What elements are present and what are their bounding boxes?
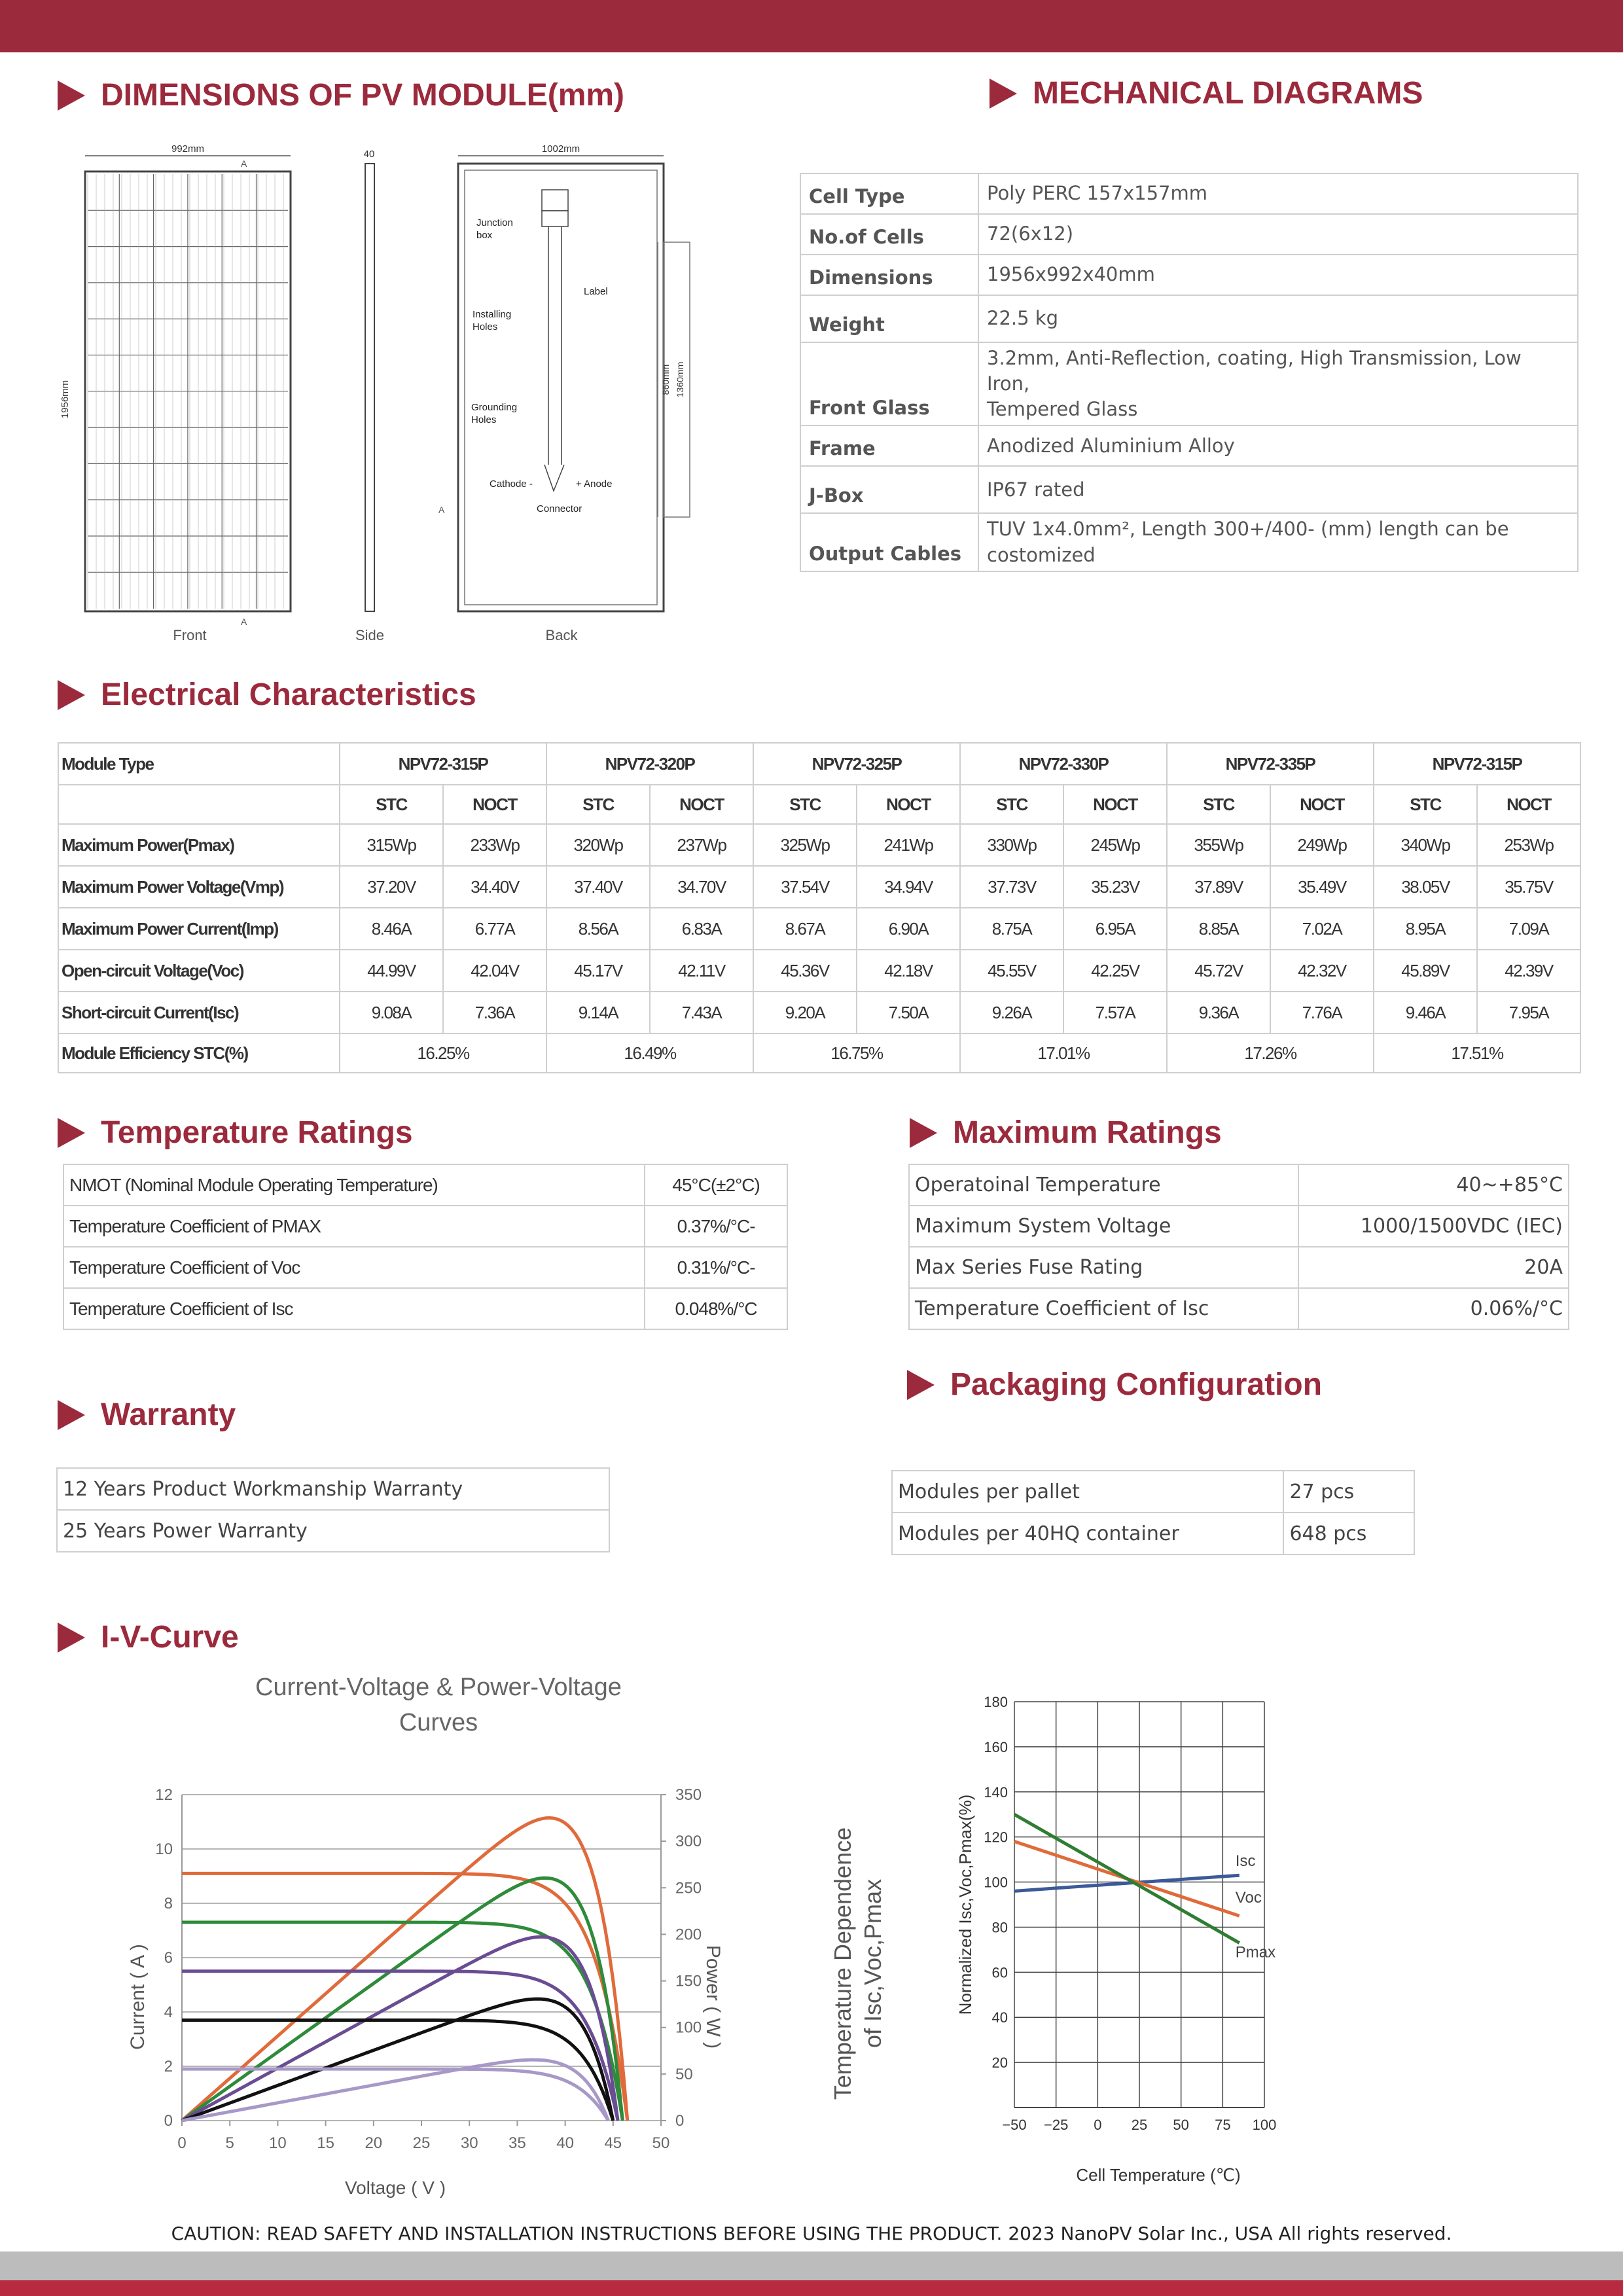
warranty-row (57, 1468, 609, 1510)
x-tick-label: 75 (1215, 2117, 1231, 2133)
electrical-row-label: Maximum Power Current(Imp) (58, 908, 340, 950)
noct-header: NOCT (1063, 785, 1167, 824)
stc-header: STC (1167, 785, 1270, 824)
electrical-value: 42.11V (650, 950, 753, 992)
y-right-axis-label: Power ( W ) (702, 1945, 724, 2049)
rating-key: Modules per pallet (892, 1471, 1283, 1513)
y-tick-label: 8 (164, 1895, 173, 1912)
rating-row (909, 1247, 1569, 1288)
electrical-value: 9.46A (1374, 992, 1477, 1033)
triangle-bullet-icon (58, 81, 85, 111)
electrical-value: 34.94V (857, 866, 960, 908)
y-tick-label: 160 (984, 1738, 1008, 1755)
model-name: NPV72-330P (960, 743, 1167, 785)
mechanical-value (978, 466, 1578, 513)
x-axis-label: Voltage ( V ) (344, 2178, 446, 2198)
rating-key: Modules per 40HQ container (892, 1513, 1283, 1554)
x-tick-label: 100 (1252, 2117, 1277, 2133)
mechanical-row (800, 173, 1578, 214)
front-width-label: 992mm (171, 143, 205, 154)
section-title: Maximum Ratings (953, 1115, 1222, 1150)
electrical-value: 9.20A (753, 992, 857, 1033)
warranty-row (57, 1510, 609, 1552)
section-warranty (58, 1397, 236, 1433)
mechanical-key: Front Glass (800, 342, 978, 425)
electrical-row (58, 824, 1580, 866)
electrical-value: 253Wp (1477, 824, 1580, 866)
y-tick-label: 40 (991, 2009, 1008, 2026)
electrical-value: 45.72V (1167, 950, 1270, 992)
electrical-value: 245Wp (1063, 824, 1167, 866)
junction-box-label: Junction box (476, 217, 513, 241)
rating-row (892, 1513, 1414, 1554)
section-a-label: A (438, 505, 445, 515)
x-tick-label: 30 (460, 2134, 478, 2152)
mechanical-value-line: Anodized Aluminium Alloy (987, 434, 1235, 457)
top-banner (0, 0, 1623, 52)
stc-header: STC (546, 785, 650, 824)
x-tick-label: 5 (225, 2134, 234, 2152)
cathode-label: Cathode - (490, 478, 533, 490)
x-tick-label: 35 (508, 2134, 526, 2152)
rating-key: Temperature Coefficient of PMAX (63, 1206, 645, 1247)
mechanical-value (978, 425, 1578, 466)
mechanical-key: No.of Cells (800, 214, 978, 255)
blank-cell (58, 785, 340, 824)
warranty-item: 12 Years Product Workmanship Warranty (57, 1468, 609, 1510)
section-maximum (910, 1115, 1222, 1151)
mechanical-value-line: Tempered Glass (987, 398, 1138, 421)
triangle-bullet-icon (58, 1623, 85, 1653)
electrical-value: 6.77A (443, 908, 546, 950)
electrical-value: 9.08A (340, 992, 443, 1033)
electrical-value: 249Wp (1270, 824, 1374, 866)
connector-label: Connector (537, 503, 582, 514)
electrical-value: 42.04V (443, 950, 546, 992)
mechanical-value (978, 255, 1578, 295)
efficiency-value: 16.49% (546, 1033, 753, 1073)
y-tick-label: 2 (164, 2058, 173, 2075)
mechanical-row (800, 466, 1578, 513)
model-name: NPV72-315P (340, 743, 546, 785)
electrical-value: 330Wp (960, 824, 1063, 866)
electrical-value: 233Wp (443, 824, 546, 866)
electrical-value: 35.23V (1063, 866, 1167, 908)
temperature-ratings-table (63, 1164, 788, 1330)
efficiency-value: 17.26% (1167, 1033, 1374, 1073)
rating-row (909, 1288, 1569, 1329)
electrical-value: 6.95A (1063, 908, 1167, 950)
section-title: DIMENSIONS OF PV MODULE(mm) (101, 78, 625, 113)
efficiency-row (58, 1033, 1580, 1073)
section-title: Packaging Configuration (950, 1367, 1323, 1402)
x-tick-label: −25 (1044, 2117, 1069, 2133)
triangle-bullet-icon (990, 79, 1017, 109)
mechanical-value-line: 22.5 kg (987, 307, 1058, 330)
x-tick-label: 15 (317, 2134, 334, 2152)
installing-holes-label: Installing Holes (473, 309, 512, 332)
rating-row (892, 1471, 1414, 1513)
mechanical-value (978, 214, 1578, 255)
electrical-value: 355Wp (1167, 824, 1270, 866)
electrical-value: 37.40V (546, 866, 650, 908)
noct-header: NOCT (650, 785, 753, 824)
noct-header: NOCT (1270, 785, 1374, 824)
y-right-tick-label: 150 (675, 1972, 702, 1990)
y-right-tick-label: 300 (675, 1833, 702, 1851)
electrical-value: 42.32V (1270, 950, 1374, 992)
rating-value: 0.31%/°C- (645, 1247, 787, 1288)
x-tick-label: 10 (269, 2134, 287, 2152)
side-label-line1: Temperature Dependence (829, 1827, 856, 2100)
electrical-value: 42.25V (1063, 950, 1167, 992)
electrical-row (58, 866, 1580, 908)
rating-value: 45°C(±2°C) (645, 1164, 787, 1206)
x-tick-label: 25 (412, 2134, 431, 2152)
electrical-subheader-row (58, 785, 1580, 824)
electrical-value: 38.05V (1374, 866, 1477, 908)
electrical-value: 7.43A (650, 992, 753, 1033)
front-height-label: 1956mm (60, 380, 71, 419)
efficiency-value: 17.51% (1374, 1033, 1580, 1073)
electrical-value: 45.55V (960, 950, 1063, 992)
electrical-value: 7.50A (857, 992, 960, 1033)
electrical-value: 7.57A (1063, 992, 1167, 1033)
mechanical-value-line: 72(6x12) (987, 223, 1074, 245)
side-thickness-label: 40 (363, 149, 375, 160)
electrical-row-label: Maximum Power Voltage(Vmp) (58, 866, 340, 908)
electrical-row-label: Short-circuit Current(Isc) (58, 992, 340, 1033)
rating-key: Temperature Coefficient of Isc (909, 1288, 1298, 1329)
y-tick-label: 140 (984, 1784, 1008, 1801)
electrical-row-label: Maximum Power(Pmax) (58, 824, 340, 866)
y-tick-label: 120 (984, 1829, 1008, 1846)
x-tick-label: 50 (652, 2134, 670, 2152)
iv-chart-title-line2: Curves (399, 1709, 478, 1736)
mechanical-row (800, 425, 1578, 466)
rating-value: 1000/1500VDC (IEC) (1298, 1206, 1569, 1247)
rating-value: 0.048%/°C (645, 1288, 787, 1329)
stc-header: STC (1374, 785, 1477, 824)
y-axis-label: Normalized Isc,Voc,Pmax(%) (955, 1794, 975, 2015)
efficiency-label: Module Efficiency STC(%) (58, 1033, 340, 1073)
triangle-bullet-icon (58, 680, 85, 710)
section-title: I-V-Curve (101, 1620, 239, 1655)
caution-footer: CAUTION: READ SAFETY AND INSTALLATION INSTRUCTIONS BEFORE USING THE PRODUCT. 2023 NanoPV Solar Inc., USA All rights reserved. (171, 2223, 1452, 2244)
stc-header: STC (960, 785, 1063, 824)
rating-key: Temperature Coefficient of Voc (63, 1247, 645, 1288)
mechanical-value (978, 342, 1578, 425)
rating-row (63, 1164, 787, 1206)
noct-header: NOCT (443, 785, 546, 824)
grounding-holes-label: Grounding Holes (471, 402, 518, 425)
section-ivcurve (58, 1619, 239, 1655)
electrical-value: 45.89V (1374, 950, 1477, 992)
warranty-table (56, 1467, 610, 1552)
section-dimensions (58, 77, 624, 113)
y-axis-label: Current ( A ) (127, 1944, 149, 2050)
mechanical-value-line: 1956x992x40mm (987, 263, 1155, 286)
x-tick-label: 0 (1094, 2117, 1102, 2133)
y-tick-label: 80 (991, 1919, 1008, 1936)
electrical-value: 8.75A (960, 908, 1063, 950)
series-label: Isc (1235, 1852, 1256, 1871)
rating-value: 40~+85°C (1298, 1164, 1569, 1206)
x-tick-label: 45 (604, 2134, 622, 2152)
rating-value: 20A (1298, 1247, 1569, 1288)
mechanical-row (800, 255, 1578, 295)
y-tick-label: 20 (991, 2054, 1008, 2072)
stc-header: STC (340, 785, 443, 824)
footer-grey-band (0, 2251, 1623, 2280)
noct-header: NOCT (1477, 785, 1580, 824)
electrical-value: 7.09A (1477, 908, 1580, 950)
section-title: Temperature Ratings (101, 1115, 413, 1150)
dim-860-label: 860mm (660, 364, 671, 395)
stc-header: STC (753, 785, 857, 824)
electrical-row-label: Open-circuit Voltage(Voc) (58, 950, 340, 992)
electrical-value: 42.18V (857, 950, 960, 992)
rating-value: 0.06%/°C (1298, 1288, 1569, 1329)
x-axis-label: Cell Temperature (℃) (1076, 2165, 1241, 2185)
electrical-value: 9.36A (1167, 992, 1270, 1033)
y-right-tick-label: 100 (675, 2018, 702, 2037)
y-tick-label: 60 (991, 1964, 1008, 1981)
section-packaging (907, 1367, 1322, 1403)
footer-red-band (0, 2280, 1623, 2296)
section-title: MECHANICAL DIAGRAMS (1033, 76, 1423, 111)
electrical-value: 325Wp (753, 824, 857, 866)
mechanical-value (978, 173, 1578, 214)
electrical-value: 9.14A (546, 992, 650, 1033)
electrical-value: 340Wp (1374, 824, 1477, 866)
series-label: Voc (1235, 1889, 1262, 1907)
cell-grid (88, 174, 288, 609)
electrical-value: 45.17V (546, 950, 650, 992)
x-tick-label: 50 (1173, 2117, 1189, 2133)
triangle-bullet-icon (58, 1118, 85, 1148)
rating-key: Temperature Coefficient of Isc (63, 1288, 645, 1329)
mechanical-value (978, 513, 1578, 571)
electrical-value: 7.36A (443, 992, 546, 1033)
rating-key: Operatoinal Temperature (909, 1164, 1298, 1206)
electrical-value: 34.40V (443, 866, 546, 908)
y-tick-label: 6 (164, 1949, 173, 1967)
electrical-value: 44.99V (340, 950, 443, 992)
electrical-value: 8.67A (753, 908, 857, 950)
x-tick-label: 40 (556, 2134, 574, 2152)
mechanical-value-line: 3.2mm, Anti-Reflection, coating, High Transmission, Low Iron, (987, 347, 1522, 395)
electrical-value: 34.70V (650, 866, 753, 908)
electrical-value: 37.20V (340, 866, 443, 908)
electrical-value: 7.95A (1477, 992, 1580, 1033)
electrical-value: 8.46A (340, 908, 443, 950)
section-mechanical (990, 75, 1423, 111)
front-view (60, 143, 291, 643)
electrical-value: 9.26A (960, 992, 1063, 1033)
mechanical-key: Weight (800, 295, 978, 342)
mechanical-row (800, 342, 1578, 425)
electrical-value: 7.76A (1270, 992, 1374, 1033)
section-title: Electrical Characteristics (101, 677, 476, 712)
electrical-row (58, 950, 1580, 992)
electrical-value: 237Wp (650, 824, 753, 866)
rating-row (909, 1164, 1569, 1206)
y-right-tick-label: 0 (675, 2112, 685, 2130)
packaging-table (891, 1470, 1415, 1555)
electrical-value: 35.49V (1270, 866, 1374, 908)
y-tick-label: 180 (984, 1694, 1008, 1710)
y-right-tick-label: 350 (675, 1786, 702, 1804)
x-tick-label: 20 (365, 2134, 383, 2152)
efficiency-value: 16.75% (753, 1033, 960, 1073)
rating-row (63, 1247, 787, 1288)
electrical-value: 37.89V (1167, 866, 1270, 908)
rating-key: Max Series Fuse Rating (909, 1247, 1298, 1288)
mechanical-value-line: costomized (987, 543, 1096, 566)
rating-value: 0.37%/°C- (645, 1206, 787, 1247)
electrical-value: 37.54V (753, 866, 857, 908)
temperature-dependence-chart (818, 1682, 1512, 2193)
electrical-value: 320Wp (546, 824, 650, 866)
electrical-value: 241Wp (857, 824, 960, 866)
electrical-value: 35.75V (1477, 866, 1580, 908)
electrical-row (58, 908, 1580, 950)
y-tick-label: 10 (155, 1840, 173, 1858)
triangle-bullet-icon (910, 1118, 937, 1148)
model-name: NPV72-325P (753, 743, 960, 785)
rating-row (63, 1206, 787, 1247)
efficiency-value: 16.25% (340, 1033, 546, 1073)
iv-pv-chart (98, 1662, 753, 2212)
x-tick-label: 0 (177, 2134, 187, 2152)
rating-row (63, 1288, 787, 1329)
electrical-value: 37.73V (960, 866, 1063, 908)
y-right-tick-label: 50 (675, 2065, 693, 2083)
section-title: Warranty (101, 1397, 236, 1432)
y-tick-label: 100 (984, 1874, 1008, 1891)
iv-chart-title: Current-Voltage & Power-Voltage (255, 1674, 622, 1701)
rating-key: NMOT (Nominal Module Operating Temperature) (63, 1164, 645, 1206)
mechanical-key: Dimensions (800, 255, 978, 295)
anode-label: + Anode (576, 478, 613, 490)
y-tick-label: 4 (164, 2003, 173, 2021)
electrical-value: 6.90A (857, 908, 960, 950)
mechanical-key: Cell Type (800, 173, 978, 214)
y-tick-label: 12 (155, 1786, 173, 1804)
mechanical-table (800, 173, 1578, 572)
electrical-value: 8.85A (1167, 908, 1270, 950)
module-type-label: Module Type (58, 743, 340, 785)
rating-key: Maximum System Voltage (909, 1206, 1298, 1247)
front-caption: Front (173, 627, 207, 643)
mechanical-row (800, 214, 1578, 255)
electrical-value: 7.02A (1270, 908, 1374, 950)
noct-header: NOCT (857, 785, 960, 824)
model-name: NPV72-320P (546, 743, 753, 785)
pv-curve (182, 1818, 628, 2121)
electrical-value: 42.39V (1477, 950, 1580, 992)
mechanical-key: J-Box (800, 466, 978, 513)
electrical-value: 45.36V (753, 950, 857, 992)
mechanical-value-line: Poly PERC 157x157mm (987, 182, 1207, 205)
maximum-ratings-table (908, 1164, 1569, 1330)
electrical-header-row (58, 743, 1580, 785)
y-tick-label: 0 (164, 2112, 173, 2130)
x-tick-label: −50 (1002, 2117, 1027, 2133)
electrical-table (58, 742, 1581, 1073)
section-a-label: A (241, 617, 247, 627)
y-right-tick-label: 200 (675, 1926, 702, 1944)
mechanical-row (800, 513, 1578, 571)
electrical-row (58, 992, 1580, 1033)
model-name: NPV72-335P (1167, 743, 1374, 785)
mechanical-value-line: IP67 rated (987, 478, 1085, 501)
series-label: Pmax (1235, 1943, 1276, 1962)
electrical-value: 8.95A (1374, 908, 1477, 950)
triangle-bullet-icon (907, 1370, 935, 1400)
x-tick-label: 25 (1131, 2117, 1148, 2133)
mechanical-value-line: TUV 1x4.0mm², Length 300+/400- (mm) length can be (987, 518, 1509, 541)
electrical-value: 6.83A (650, 908, 753, 950)
label-callout: Label (584, 286, 608, 297)
triangle-bullet-icon (58, 1400, 85, 1430)
dim-1360-label: 1360mm (675, 361, 685, 398)
back-width-label: 1002mm (541, 143, 580, 154)
section-temperature (58, 1115, 413, 1151)
y-right-tick-label: 250 (675, 1879, 702, 1897)
back-view (438, 143, 690, 643)
efficiency-value: 17.01% (960, 1033, 1167, 1073)
mechanical-row (800, 295, 1578, 342)
module-drawings (39, 137, 713, 661)
rating-value: 27 pcs (1283, 1471, 1414, 1513)
rating-value: 648 pcs (1283, 1513, 1414, 1554)
electrical-value: 315Wp (340, 824, 443, 866)
mechanical-key: Output Cables (800, 513, 978, 571)
electrical-value: 8.56A (546, 908, 650, 950)
mechanical-key: Frame (800, 425, 978, 466)
back-caption: Back (545, 627, 578, 643)
mechanical-value (978, 295, 1578, 342)
side-label-line2: of Isc,Voc,Pmax (859, 1878, 886, 2049)
side-view (355, 149, 384, 643)
rating-row (909, 1206, 1569, 1247)
side-caption: Side (355, 627, 385, 643)
warranty-item: 25 Years Power Warranty (57, 1510, 609, 1552)
model-name: NPV72-315P (1374, 743, 1580, 785)
section-a-label: A (241, 158, 247, 169)
section-electrical (58, 677, 476, 713)
